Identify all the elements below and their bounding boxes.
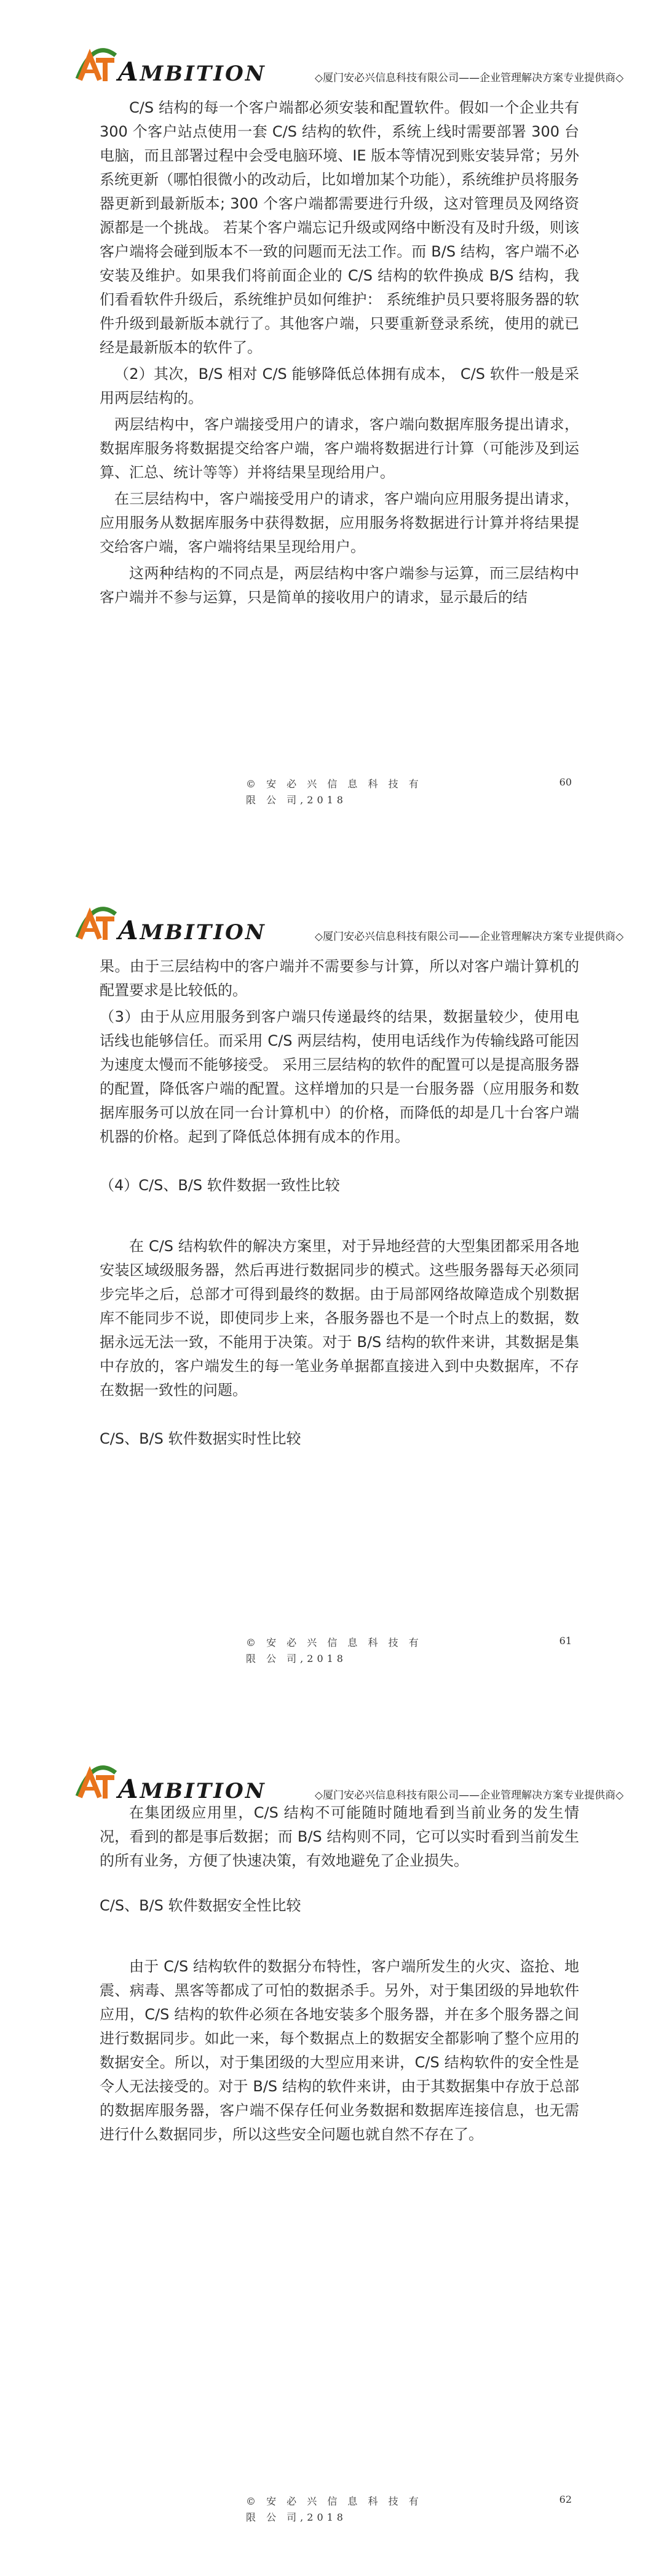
footer-copyright: © 安 必 兴 信 息 科 技 有 限 公 司,2018 [246,778,422,806]
brand-wordmark: AMBITION [118,1774,266,1804]
paragraph: 在三层结构中，客户端接受用户的请求，客户端向应用服务提出请求，应用服务从数据库服务中获得数据，应用服务将数据进行计算并将结果提交给客户端，客户端将结果呈现给用户。 [100,490,579,555]
page-header [75,1759,624,1804]
paragraph: 在集团级应用里，C/S 结构不可能随时随地看到当前业务的发生情况，看到的都是事后数据；而 B/S 结构则不同，它可以实时看到当前发生的所有业务，方便了快速决策，有效地避免了企业损失。 [100,1804,579,1869]
ambition-logo-icon [75,1759,118,1802]
paragraph: 两层结构中，客户端接受用户的请求，客户端向数据库服务提出请求，数据库服务将数据提交给客户端，客户端将数据进行计算（可能涉及到运算、汇总、统计等等）并将结果呈现给用户。 [100,416,579,481]
page-footer [246,776,590,808]
paragraph: 果。由于三层结构中的客户端并不需要参与计算，所以对客户端计算机的配置要求是比较低的。 [100,958,579,999]
page-body [100,96,579,612]
page-number: 60 [559,776,572,788]
paragraph: （3）由于从应用服务到客户端只传递最终的结果，数据量较少，使用电话线也能够信任。而采用 C/S 两层结构，使用电话线作为传输线路可能因为速度太慢而不能够接受。 采用三层结构的软件的配置可以是提高服务器的配置，降低客户端的配置。这样增加的只是一台服务器（应用服务和数据库服务可以放在同一台计算机中）的价格，而降低的却是几十台客户端机器的价格。起到了降低总体拥有成本的作用。 [100,1008,579,1145]
company-tagline: ◇厦门安必兴信息科技有限公司——企业管理解决方案专业提供商◇ [315,1789,624,1802]
section-heading: （4）C/S、B/S 软件数据一致性比较 [100,1177,340,1194]
company-tagline: ◇厦门安必兴信息科技有限公司——企业管理解决方案专业提供商◇ [315,72,624,84]
company-tagline: ◇厦门安必兴信息科技有限公司——企业管理解决方案专业提供商◇ [315,931,624,943]
ambition-logo-icon [75,900,118,944]
footer-copyright: © 安 必 兴 信 息 科 技 有 限 公 司,2018 [246,1637,422,1664]
paragraph: C/S 结构的每一个客户端都必须安装和配置软件。假如一个企业共有 300 个客户站点使用一套 C/S 结构的软件，系统上线时需要部署 300 台电脑，而且部署过程中会受电脑环境、IE 版本等情况到账安装异常；另外系统更新（哪怕很微小的改动后，比如增加某个功能），系统维护员将服务器更新到最新版本; 300 个客户端都需要进行升级，这对管理员及网络资源都是一个挑战。 若某个客户端忘记升级或网络中断没有及时升级，则该客户端将会碰到版本不一致的问题而无法工作。而 B/S 结构，客户端不必安装及维护。如果我们将前面企业的 C/S 结构的软件换成 B/S 结构，我们看看软件升级后，系统维护员如何维护： 系统维护员只要将服务器的软件升级到最新版本就行了。其他客户端，只要重新登录系统，使用的就已经是最新版本的软件了。 [100,99,579,356]
paragraph: （2）其次，B/S 相对 C/S 能够降低总体拥有成本， C/S 软件一般是采用两层结构的。 [100,365,579,407]
paragraph: 这两种结构的不同点是，两层结构中客户端参与运算，而三层结构中客户端并不参与运算，只是简单的接收用户的请求，显示最后的结 [100,565,579,606]
brand-wordmark: AMBITION [118,57,266,87]
page-footer [246,1635,590,1667]
paragraph: 由于 C/S 结构软件的数据分布特性，客户端所发生的火灾、盗抢、地震、病毒、黑客等都成了可怕的数据杀手。另外，对于集团级的异地软件应用，C/S 结构的软件必须在各地安装多个服务器，并在多个服务器之间进行数据同步。如此一来，每个数据点上的数据安全都影响了整个应用的数据安全。所以，对于集团级的大型应用来讲，C/S 结构软件的安全性是令人无法接受的。对于 B/S 结构的软件来讲，由于其数据集中存放于总部的数据库服务器，客户端不保存任何业务数据和数据库连接信息，也无需进行什么数据同步，所以这些安全问题也就自然不存在了。 [100,1958,579,2143]
page-number: 61 [559,1635,572,1647]
section-heading: C/S、B/S 软件数据安全性比较 [100,1897,301,1914]
ambition-logo-icon [75,42,118,85]
page-body [100,955,579,1460]
page-number: 62 [559,2494,572,2505]
page-footer [246,2494,590,2526]
paragraph: 在 C/S 结构软件的解决方案里，对于异地经营的大型集团都采用各地安装区域级服务器，然后再进行数据同步的模式。这些服务器每天必须同步完毕之后，总部才可得到最终的数据。由于局部网络故障造成个别数据库不能同步不说，即使同步上来，各服务器也不是一个时点上的数据，数据永远无法一致，不能用于决策。对于 B/S 结构的软件来讲，其数据是集中存放的，客户端发生的每一笔业务单据都直接进入到中央数据库，不存在数据一致性的问题。 [100,1238,579,1399]
document-page-62 [0,1717,664,2576]
brand-wordmark: AMBITION [118,915,266,945]
page-header [75,900,624,945]
page-header [75,42,624,87]
section-heading: C/S、B/S 软件数据实时性比较 [100,1430,301,1447]
footer-copyright: © 安 必 兴 信 息 科 技 有 限 公 司,2018 [246,2495,422,2523]
page-body [100,1801,579,2149]
document-page-60 [0,0,664,859]
document-page-61 [0,859,664,1717]
